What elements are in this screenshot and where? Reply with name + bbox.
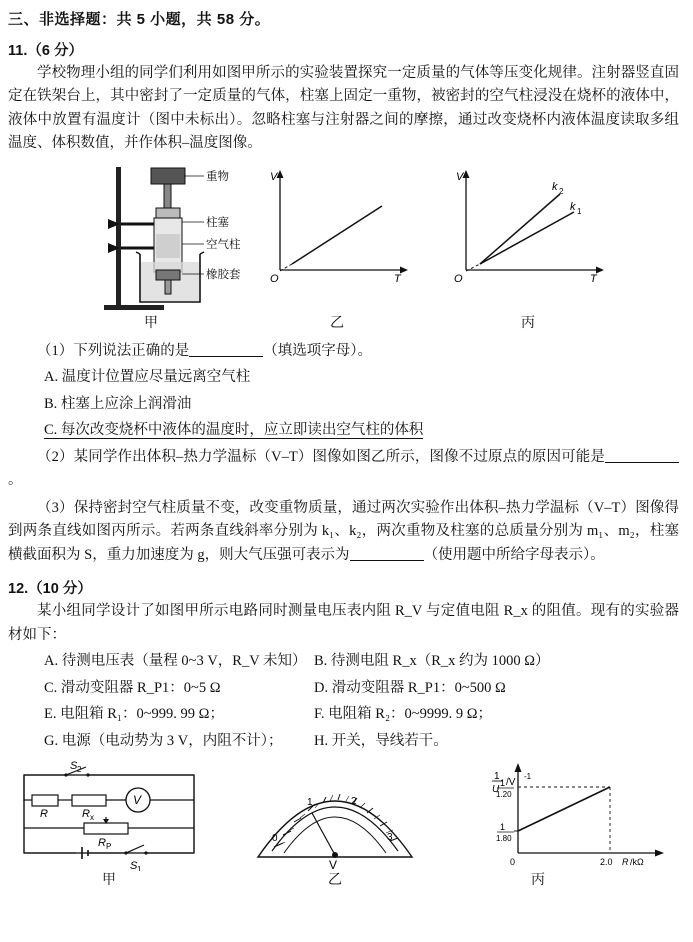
svg-text:/V: /V <box>506 777 516 789</box>
figure-bing2-caption: 丙 <box>531 871 545 888</box>
svg-text:1: 1 <box>500 822 506 833</box>
svg-text:1: 1 <box>500 778 506 789</box>
svg-text:S: S <box>70 761 78 773</box>
question-11-part2 <box>8 446 679 493</box>
part2-text: （2）某同学作出体积–热力学温标（V–T）图像如图乙所示，图像不过原点的原因可能是 <box>37 448 605 465</box>
figure-yi-voltmeter <box>250 759 420 871</box>
part1-text: （1）下列说法正确的是 <box>37 342 190 359</box>
part3-tail: （使用题中所给字母表示）。 <box>423 546 605 563</box>
svg-text:V: V <box>133 793 142 808</box>
figure-jia-circuit <box>14 761 204 871</box>
axis-label-v: V <box>270 170 278 183</box>
label-plunger: 柱塞 <box>206 216 229 229</box>
label-weight: 重物 <box>206 170 229 183</box>
material-d: D. 滑动变阻器 R_P1：0~500 Ω <box>314 679 506 696</box>
question-11-part3 <box>8 497 679 567</box>
svg-text:k: k <box>552 180 558 193</box>
question-12-figures <box>0 757 693 887</box>
material-b: B. 待测电阻 R_x（R_x 约为 1000 Ω） <box>314 653 550 670</box>
material-f: F. 电阻箱 R₂：0~9999. 9 Ω； <box>314 706 492 723</box>
question-11-stem: 学校物理小组的同学们利用如图甲所示的实验装置探究一定质量的气体等压变化规律。注射器竖直固定在铁架台上，其中密封了一定质量的气体，柱塞上固定一重物，被密封的空气柱浸没在烧杯的液体中，液体中放置有温度计（图中未标出）。忽略柱塞与注射器之间的摩擦，通过改变烧杯内液体温度读取多组温度、体积数值，并作体积–温度图像。 <box>8 65 679 152</box>
figure-yi-graph <box>262 168 412 298</box>
material-e: E. 电阻箱 R₁：0~999. 99 Ω； <box>44 706 224 723</box>
svg-text:V: V <box>456 170 464 183</box>
label-rubber-sleeve: 橡胶套 <box>206 268 241 281</box>
svg-text:2: 2 <box>559 186 564 196</box>
question-12-number: 12.（10 分） <box>8 581 92 598</box>
figure-bing-caption: 丙 <box>521 313 535 330</box>
material-row-1 <box>44 650 693 673</box>
figure-jia2-caption: 甲 <box>102 871 116 888</box>
figure-jia-caption: 甲 <box>144 313 158 330</box>
part3-text: （3）保持密封空气柱质量不变，改变重物质量，通过两次实验作出体积–热力学温标（V–T）图像得到两条直线如图丙所示。若两条直线斜率分别为 k₁、k₂，两次重物及柱塞的总质量分别为 m₁、m₂，柱塞横截面积为 S，重力加速度为 g，则大气压强可表示为 <box>8 499 679 563</box>
svg-text:-1: -1 <box>524 772 532 782</box>
svg-text:T: T <box>394 272 401 285</box>
svg-text:1.20: 1.20 <box>496 790 512 800</box>
svg-text:k: k <box>570 200 576 213</box>
svg-text:1.80: 1.80 <box>496 834 512 844</box>
label-air-column: 空气柱 <box>206 238 241 251</box>
svg-text:1: 1 <box>137 865 142 872</box>
svg-text:R: R <box>622 857 629 868</box>
figure-yi-caption: 乙 <box>330 313 344 330</box>
section-title: 三、非选择题：共 5 小题，共 58 分。 <box>8 11 271 28</box>
material-h: H. 开关，导线若干。 <box>314 732 448 749</box>
figure-bing-graph <box>448 168 608 298</box>
option-a: A. 温度计位置应尽量远离空气柱 <box>44 369 251 386</box>
question-11-number: 11.（6 分） <box>8 43 83 59</box>
question-12-stem: 某小组同学设计了如图甲所示电路同时测量电压表内阻 R_V 与定值电阻 R_x 的阻值。现有的实验器材如下： <box>8 603 679 643</box>
svg-text:O: O <box>454 272 463 285</box>
svg-text:1: 1 <box>577 206 582 216</box>
question-11-figures <box>0 162 693 330</box>
svg-text:3: 3 <box>387 832 393 844</box>
option-b: B. 柱塞上应涂上润滑油 <box>44 395 192 412</box>
material-row-4 <box>44 730 693 753</box>
svg-text:1: 1 <box>494 771 500 783</box>
part2-tail: 。 <box>8 472 23 489</box>
svg-text:1: 1 <box>307 797 313 809</box>
part1-tail: （填选项字母）。 <box>263 342 372 359</box>
svg-text:0: 0 <box>510 857 516 868</box>
svg-text:O: O <box>270 272 279 285</box>
question-11-part1 <box>8 340 679 363</box>
svg-text:2.0: 2.0 <box>600 857 613 868</box>
svg-text:0: 0 <box>272 833 278 845</box>
svg-text:2: 2 <box>77 765 82 775</box>
part3-answer-blank[interactable] <box>350 545 424 561</box>
svg-text:x: x <box>90 813 94 823</box>
part1-answer-blank[interactable] <box>189 341 263 357</box>
part2-answer-blank[interactable] <box>605 447 679 463</box>
svg-text:P: P <box>106 842 112 852</box>
option-c: C. 每次改变烧杯中液体的温度时，应立即读出空气柱的体积 <box>44 421 424 438</box>
svg-text:T: T <box>590 272 597 285</box>
svg-text:R: R <box>40 808 48 821</box>
figure-jia-apparatus <box>96 162 246 312</box>
svg-text:/kΩ: /kΩ <box>630 857 644 868</box>
svg-text:U: U <box>492 784 500 796</box>
exam-page <box>0 8 693 942</box>
svg-text:R: R <box>82 808 90 821</box>
material-row-2 <box>44 677 693 700</box>
material-g: G. 电源（电动势为 3 V，内阻不计）； <box>44 732 283 749</box>
svg-text:V: V <box>329 858 338 872</box>
material-row-3 <box>44 703 693 726</box>
figure-bing-graph2 <box>470 757 680 869</box>
svg-text:S: S <box>130 860 138 872</box>
figure-yi2-caption: 乙 <box>328 871 342 888</box>
svg-text:2: 2 <box>351 796 357 808</box>
svg-text:R: R <box>98 837 106 850</box>
material-c: C. 滑动变阻器 R_P1：0~5 Ω <box>44 679 221 696</box>
material-a: A. 待测电压表（量程 0~3 V，R_V 未知） <box>44 653 307 670</box>
